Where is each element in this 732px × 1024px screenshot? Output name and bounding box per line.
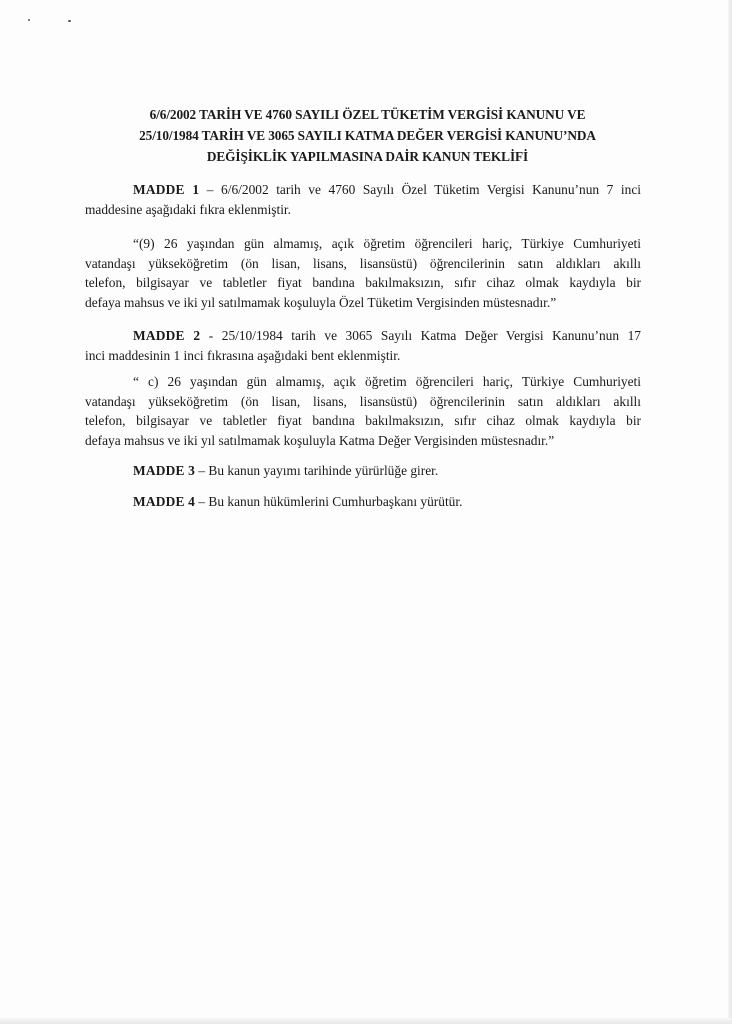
- page-edge-right: [728, 0, 732, 1024]
- madde-2-line-2: inci maddesinin 1 inci fıkrasına aşağıdaki bent eklenmiştir.: [85, 347, 401, 363]
- quote-1-line-1: “(9) 26 yaşından gün almamış, açık öğretim öğrencileri hariç, Türkiye Cumhuriyeti: [133, 236, 641, 251]
- madde-4-text: – Bu kanun hükümlerini Cumhurbaşkanı yürütür.: [195, 494, 463, 509]
- page-edge-bottom: [0, 1018, 732, 1024]
- quote-1-paragraph: [85, 234, 641, 312]
- madde-2-line-1: [85, 326, 641, 346]
- title-line-2: 25/10/1984 TARİH VE 3065 SAYILI KATMA DEĞER VERGİSİ KANUNU’NDA: [139, 128, 596, 143]
- madde-3-label: MADDE 3: [133, 463, 196, 478]
- madde-2-text: - 25/10/1984 tarih ve 3065 Sayılı Katma Değer Vergisi Kanunu’nun 17: [200, 328, 641, 343]
- scan-speck: [68, 20, 71, 22]
- madde-1-line-1: [85, 180, 641, 200]
- madde-1-text: – 6/6/2002 tarih ve 4760 Sayılı Özel Tüketim Vergisi Kanunu’nun 7 inci: [199, 182, 641, 197]
- madde-4-paragraph: [85, 492, 641, 512]
- madde-1-label: MADDE 1: [133, 182, 200, 197]
- madde-3-line: [85, 461, 641, 481]
- quote-2-paragraph: [85, 372, 641, 450]
- madde-3-paragraph: [85, 461, 641, 481]
- madde-2-paragraph: [85, 326, 641, 365]
- quote-2-line-4: defaya mahsus ve iki yıl satılmamak koşuluyla Katma Değer Vergisinden müstesnadır.”: [85, 432, 555, 448]
- title-line-3: DEĞİŞİKLİK YAPILMASINA DAİR KANUN TEKLİFİ: [206, 149, 529, 164]
- document-title: [80, 104, 655, 167]
- quote-1-line-2: vatandaşı yükseköğretim (ön lisan, lisans, lisansüstü) öğrencilerinin satın aldıkları akıllı: [85, 255, 641, 271]
- madde-1-paragraph: [85, 180, 641, 219]
- title-line-1: 6/6/2002 TARİH VE 4760 SAYILI ÖZEL TÜKETİM VERGİSİ KANUNU VE: [149, 107, 586, 122]
- quote-1-line-4: defaya mahsus ve iki yıl satılmamak koşuluyla Özel Tüketim Vergisinden müstesnadır.”: [85, 294, 557, 310]
- quote-2-line-2: vatandaşı yükseköğretim (ön lisan, lisans, lisansüstü) öğrencilerinin satın aldıkları akıllı: [85, 393, 641, 409]
- madde-2-label: MADDE 2: [133, 328, 201, 343]
- madde-1-line-2: maddesine aşağıdaki fıkra eklenmiştir.: [85, 201, 292, 217]
- madde-3-text: – Bu kanun yayımı tarihinde yürürlüğe girer.: [195, 463, 439, 478]
- scan-speck: [28, 19, 30, 21]
- quote-2-line-1: “ c) 26 yaşından gün almamış, açık öğretim öğrencileri hariç, Türkiye Cumhuriyeti: [133, 374, 641, 389]
- madde-4-label: MADDE 4: [133, 494, 196, 509]
- quote-1-line-3: telefon, bilgisayar ve tabletler fiyat bandına bakılmaksızın, sıfır cihaz olmak kaydıyla bir: [85, 275, 641, 290]
- quote-2-line-3: telefon, bilgisayar ve tabletler fiyat bandına bakılmaksızın, sıfır cihaz olmak kaydıyla bir: [85, 413, 641, 428]
- madde-4-line: [85, 492, 641, 512]
